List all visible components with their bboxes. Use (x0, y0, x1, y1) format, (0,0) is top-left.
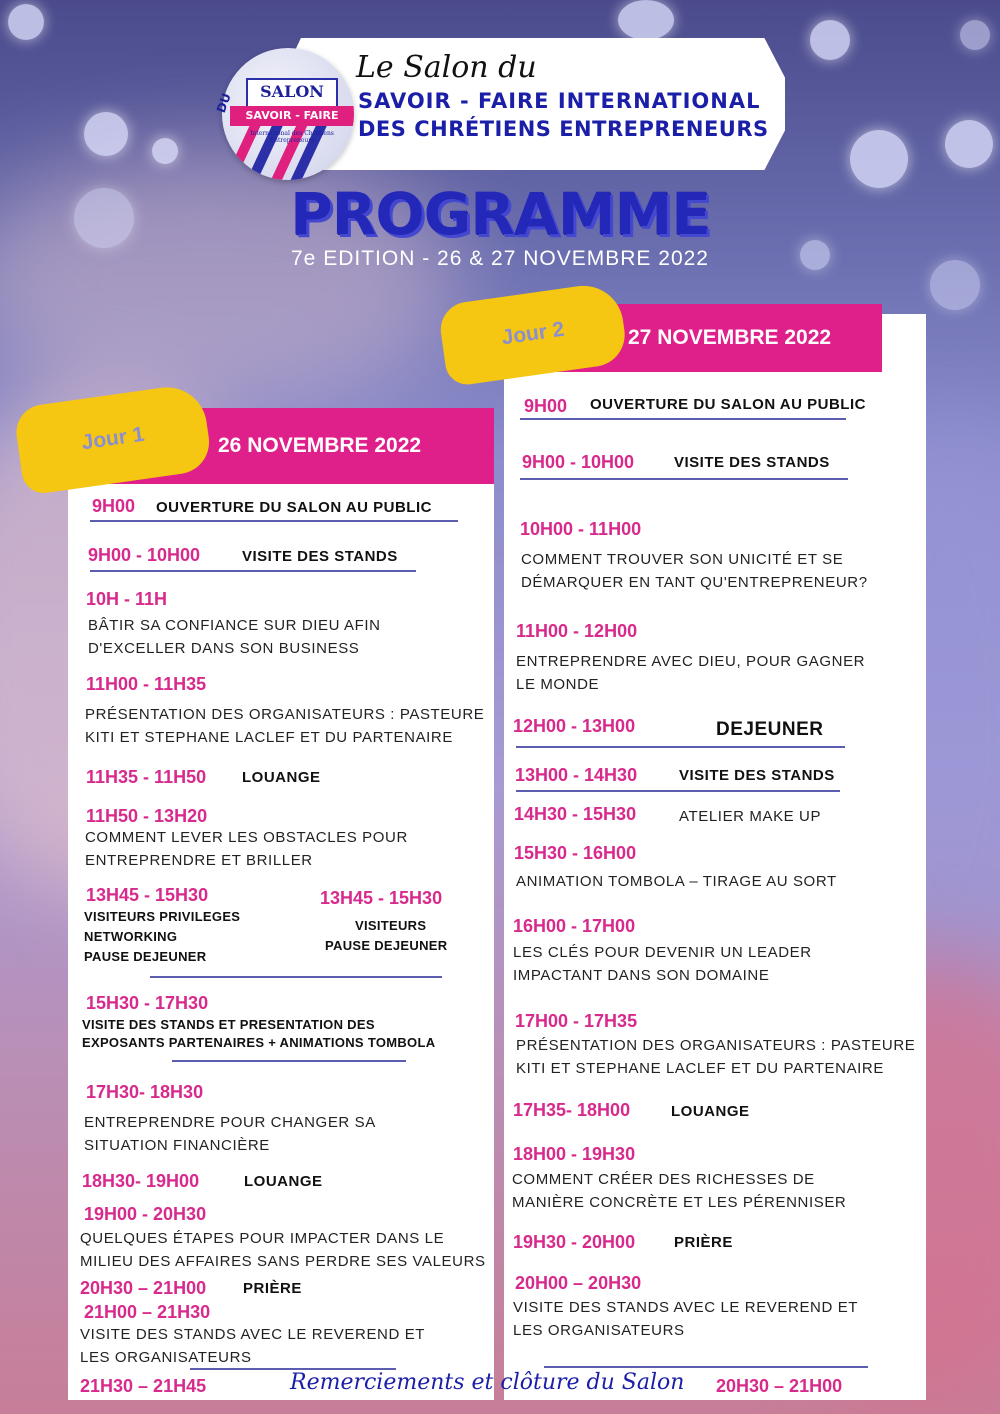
event-line: PAUSE DEJEUNER (84, 949, 207, 964)
time: 11H50 - 13H20 (86, 806, 208, 826)
event-desc: SITUATION FINANCIÈRE (84, 1137, 270, 1154)
logo-salon-text: SALON (246, 78, 338, 108)
event-label: VISITE DES STANDS (674, 454, 830, 471)
event-desc: IMPACTANT DANS SON DOMAINE (513, 967, 770, 984)
event-line: VISITEURS PRIVILEGES (84, 909, 241, 924)
event-label: DEJEUNER (716, 719, 824, 740)
time: 13H45 - 15H30 (320, 888, 443, 908)
time: 10H00 - 11H00 (520, 519, 642, 539)
event-desc: COMMENT LEVER LES OBSTACLES POUR (85, 829, 408, 846)
salon-logo (222, 48, 354, 180)
divider (90, 570, 416, 572)
event-desc: ENTREPRENDRE ET BRILLER (85, 852, 313, 869)
time: 9H00 (524, 396, 568, 416)
bokeh-light (618, 0, 674, 40)
divider (150, 976, 442, 978)
bokeh-light (8, 4, 44, 40)
event-desc: COMMENT CRÉER DES RICHESSES DE (512, 1171, 815, 1188)
time: 11H00 - 12H00 (516, 621, 638, 641)
divider (516, 790, 840, 792)
event-desc: DÉMARQUER EN TANT QU'ENTREPRENEUR? (521, 574, 868, 591)
logo-subtitle: International des Chrétiens Entrepreneurs (250, 130, 334, 144)
event-label: ATELIER MAKE UP (679, 808, 822, 825)
bokeh-light (960, 20, 990, 50)
divider (520, 418, 846, 420)
time: 13H00 - 14H30 (515, 765, 638, 785)
bokeh-light (84, 112, 128, 156)
bokeh-light (152, 138, 178, 164)
salon-du-title: Le Salon du (356, 50, 537, 85)
time: 20H30 – 21H00 (716, 1376, 843, 1396)
time: 11H35 - 11H50 (86, 767, 207, 787)
time: 21H30 – 21H45 (80, 1376, 207, 1396)
event-line: VISITE DES STANDS ET PRESENTATION DES (82, 1017, 375, 1032)
event-desc: PRÉSENTATION DES ORGANISATEURS : PASTEURE (85, 706, 485, 723)
day1-tag-label: Jour 1 (80, 422, 146, 455)
divider (520, 478, 848, 480)
closing-text: Remerciements et clôture du Salon (290, 1370, 685, 1395)
event-line: EXPOSANTS PARTENAIRES + ANIMATIONS TOMBOLA (82, 1035, 436, 1050)
bokeh-light (945, 120, 993, 168)
time: 19H30 - 20H00 (513, 1232, 636, 1252)
event-desc: VISITE DES STANDS AVEC LE REVEREND ET (80, 1326, 426, 1343)
event-desc: MANIÈRE CONCRÈTE ET LES PÉRENNISER (512, 1194, 847, 1211)
logo-du-text (213, 91, 234, 126)
event-desc: KITI ET STEPHANE LACLEF ET DU PARTENAIRE (85, 729, 453, 746)
event-label: OUVERTURE DU SALON AU PUBLIC (590, 396, 866, 413)
day2-tag-label: Jour 2 (500, 317, 566, 350)
time: 12H00 - 13H00 (513, 716, 636, 736)
divider (516, 746, 845, 748)
event-line: VISITEURS (355, 918, 427, 933)
event-label: LOUANGE (671, 1103, 750, 1120)
divider (544, 1366, 868, 1368)
event-desc: LES ORGANISATEURS (513, 1322, 685, 1339)
bokeh-light (810, 20, 850, 60)
event-desc: MILIEU DES AFFAIRES SANS PERDRE SES VALEURS (80, 1253, 486, 1270)
event-desc: ENTREPRENDRE POUR CHANGER SA (84, 1114, 376, 1131)
event-desc: ENTREPRENDRE AVEC DIEU, POUR GAGNER (516, 653, 866, 670)
time: 15H30 - 16H00 (514, 843, 637, 863)
time: 17H00 - 17H35 (515, 1011, 638, 1031)
event-desc: D'EXCELLER DANS SON BUSINESS (88, 640, 360, 657)
event-label: PRIÈRE (674, 1234, 733, 1251)
event-label: PRIÈRE (243, 1280, 302, 1297)
divider (90, 520, 458, 522)
event-label: VISITE DES STANDS (242, 548, 398, 565)
time: 9H00 - 10H00 (88, 545, 201, 565)
event-label: VISITE DES STANDS (679, 767, 835, 784)
time: 11H00 - 11H35 (86, 674, 207, 694)
event-desc: LE MONDE (516, 676, 600, 693)
time: 18H30- 19H00 (82, 1171, 200, 1191)
time: 17H35- 18H00 (513, 1100, 631, 1120)
event-label: LOUANGE (242, 769, 321, 786)
event-line: PAUSE DEJEUNER (325, 938, 448, 953)
time: 17H30- 18H30 (86, 1082, 204, 1102)
time: 21H00 – 21H30 (84, 1302, 211, 1322)
event-desc: LES CLÉS POUR DEVENIR UN LEADER (513, 944, 812, 961)
event-desc: KITI ET STEPHANE LACLEF ET DU PARTENAIRE (516, 1060, 884, 1077)
event-desc: ANIMATION TOMBOLA – TIRAGE AU SORT (516, 873, 837, 890)
programme-heading: PROGRAMME (290, 180, 710, 248)
time: 18H00 - 19H30 (513, 1144, 636, 1164)
event-desc: BÂTIR SA CONFIANCE SUR DIEU AFIN (88, 617, 381, 634)
event-desc: PRÉSENTATION DES ORGANISATEURS : PASTEURE (516, 1037, 916, 1054)
time: 9H00 - 10H00 (522, 452, 635, 472)
time: 9H00 (92, 496, 136, 516)
day1-date: 26 NOVEMBRE 2022 (218, 434, 422, 457)
logo-savoir-faire-text: SAVOIR - FAIRE (230, 106, 354, 126)
time: 10H - 11H (86, 589, 168, 609)
edition-subtitle: 7e EDITION - 26 & 27 NOVEMBRE 2022 (291, 247, 709, 270)
event-desc: LES ORGANISATEURS (80, 1349, 252, 1366)
day2-date: 27 NOVEMBRE 2022 (628, 326, 832, 349)
time: 20H00 – 20H30 (515, 1273, 642, 1293)
event-line: NETWORKING (84, 929, 178, 944)
time: 16H00 - 17H00 (513, 916, 636, 936)
time: 19H00 - 20H30 (84, 1204, 207, 1224)
event-label: LOUANGE (244, 1173, 323, 1190)
title-line-savoir-faire: SAVOIR - FAIRE INTERNATIONAL (358, 89, 761, 113)
title-line-chretiens: DES CHRÉTIENS ENTREPRENEURS (358, 117, 769, 141)
event-desc: QUELQUES ÉTAPES POUR IMPACTER DANS LE (80, 1230, 445, 1247)
event-label: OUVERTURE DU SALON AU PUBLIC (156, 499, 432, 516)
event-desc: VISITE DES STANDS AVEC LE REVEREND ET (513, 1299, 859, 1316)
time: 20H30 – 21H00 (80, 1278, 207, 1298)
divider (172, 1060, 406, 1062)
logo-du: DU (213, 91, 234, 115)
time: 13H45 - 15H30 (86, 885, 209, 905)
time: 15H30 - 17H30 (86, 993, 209, 1013)
event-desc: COMMENT TROUVER SON UNICITÉ ET SE (521, 551, 844, 568)
time: 14H30 - 15H30 (514, 804, 637, 824)
